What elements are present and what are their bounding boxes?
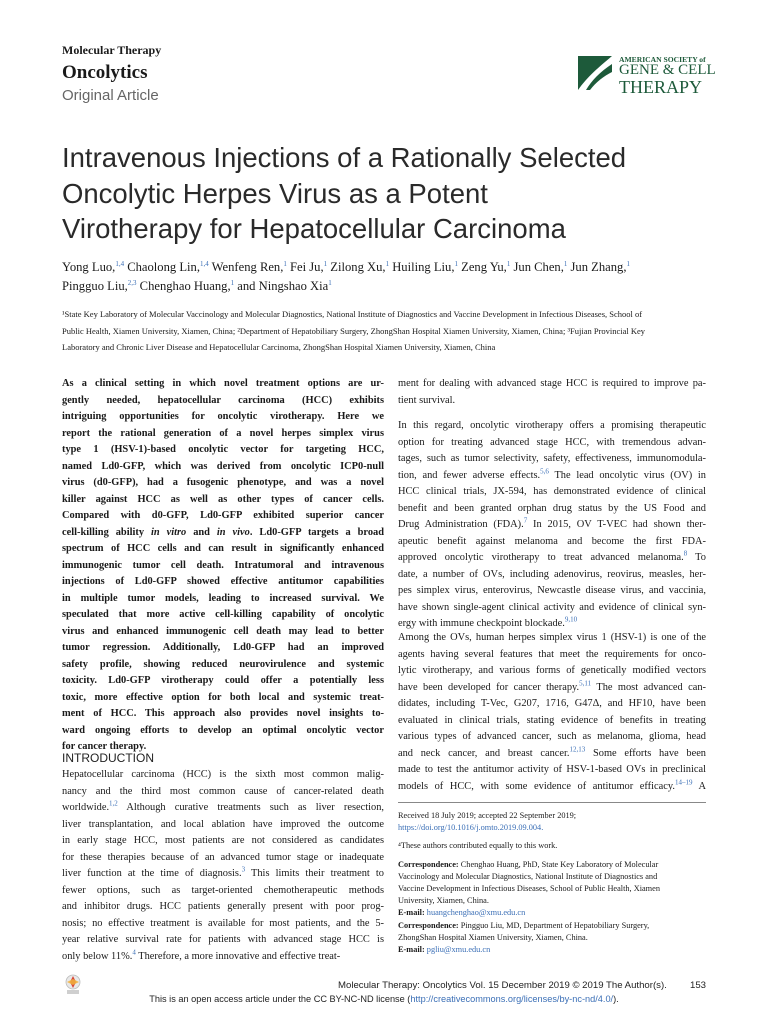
license-link[interactable]: http://creativecommons.org/licenses/by-nc-nd/4.0/ (410, 994, 614, 1004)
citation-mark: 5,6 (540, 467, 549, 476)
text-line (62, 932, 384, 949)
text-line (398, 762, 706, 779)
text-run: liver transplantation, and local ablation have improved the outcome (62, 818, 384, 830)
text-run: benefit and been granted orphan drug status by the US Food and (398, 502, 706, 514)
text-run: Although curative treatments such as liver resection, (117, 802, 384, 813)
text-line (398, 600, 706, 617)
abstract-line: named Ld0-GFP, which was derived from oncolytic ICP0-null (62, 460, 384, 472)
text-run: Among the OVs, human herpes simplex virus 1 (HSV-1) is one of the (398, 632, 706, 643)
author-name: Jun Zhang, (567, 260, 627, 274)
text-run: and neck cancer, and breast cancer. (398, 747, 570, 759)
text-line (398, 583, 706, 600)
text-line (62, 916, 384, 933)
text-line (62, 784, 384, 801)
body-paragraph (398, 630, 706, 795)
text-run: Some efforts have been (585, 747, 706, 759)
correspondence-label: Correspondence: (398, 920, 459, 930)
citation-mark: 1,2 (109, 799, 118, 808)
section-heading-introduction: INTRODUCTION (62, 751, 154, 765)
footer-license (0, 994, 768, 1004)
correspondence-text: Vaccine Development in Infectious Diseases, School of Public Health, Xiamen (398, 884, 660, 894)
text-line (398, 696, 706, 713)
text-line (398, 534, 706, 551)
text-run: for these therapies because of an advanced tumor stage or inadequate (62, 851, 384, 863)
text-line (398, 567, 706, 584)
text-run: To (687, 552, 706, 563)
text-line (398, 435, 706, 452)
author-affiliation-mark: 1 (328, 278, 332, 287)
text-line (62, 883, 384, 900)
email-link[interactable]: pgliu@xmu.edu.cn (424, 945, 491, 955)
author-affiliation-mark: 1,4 (115, 259, 125, 268)
text-line (62, 850, 384, 867)
society-logo-line3: THERAPY (619, 77, 703, 97)
abstract-line: Compared with d0-GFP, Ld0-GFP exhibited superior cancer (62, 510, 384, 521)
text-run: nancy and the third most common cause of cancer-related death (62, 785, 384, 797)
text-run: ergy with immune checkpoint blockade. (398, 618, 565, 629)
text-line (62, 899, 384, 916)
author-name: Zilong Xu, (327, 260, 386, 274)
text-line (398, 376, 706, 393)
citation-mark: 8 (683, 549, 688, 558)
footer-citation (338, 980, 708, 991)
author-name: Pingguo Liu, (62, 278, 128, 293)
text-run: Hepatocellular carcinoma (HCC) is the sixth most common malig- (62, 769, 384, 780)
body-paragraph (398, 418, 706, 633)
text-run: date, a number of OVs, including adenovirus, reovirus, measles, her- (398, 568, 706, 580)
text-run: made to test the antitumor activity of HSV-1-based OVs in preclinical (398, 764, 706, 775)
text-line (62, 817, 384, 834)
text-run: year relative survival rate for patients with advanced stage HCC is (62, 934, 384, 945)
title-line: Virotherapy for Hepatocellular Carcinoma (62, 213, 566, 244)
journal-subtitle: Oncolytics (62, 62, 148, 83)
citation-mark: 3 (241, 865, 246, 874)
text-run: lytic virotherapy, and various forms of genetically modified vectors (398, 665, 706, 676)
author-affiliation-mark: 1 (385, 259, 390, 268)
text-run: worldwide. (62, 802, 110, 813)
text-run: apeutic benefit against melanoma and become the first FDA- (398, 535, 706, 547)
society-logo-mark-icon (578, 56, 612, 90)
text-line (398, 418, 706, 435)
text-line (62, 949, 384, 966)
author-affiliation-mark: 1 (563, 259, 568, 268)
text-run: In this regard, oncolytic virotherapy offers a promising therapeutic (398, 420, 706, 431)
abstract-line: speculated that more active cell-killing capability of oncolytic (62, 609, 384, 620)
abstract (62, 376, 384, 756)
footnote-divider (398, 802, 706, 803)
text-run: in early stage HCC, most patients are not considered as candidates (62, 835, 384, 846)
abstract-line: tumor regression. Additionally, Ld0-GFP had an improved (62, 642, 384, 653)
text-run: models of HCC, with some evidence of antitumor efficacy. (398, 780, 675, 792)
author-line (62, 258, 722, 277)
affiliation-line: ¹State Key Laboratory of Molecular Vaccinology and Molecular Diagnostics, National Institute of Diagnostics and Vaccine Development in Infectious Diseases, School of (62, 309, 643, 319)
abstract-line: in multiple tumor models, leading to increased survival. We (62, 592, 384, 604)
correspondence-text: University, Xiamen, China. (398, 896, 489, 906)
article-title (62, 140, 722, 247)
abstract-line: virus (d0-GFP), had a fusogenic phenotype, and was a novel (62, 477, 384, 488)
society-logo-line2: GENE & CELL (619, 62, 716, 78)
abstract-line: spectrum of HCC cells and can result in significantly enhanced (62, 543, 384, 554)
crossmark-icon[interactable] (64, 974, 82, 996)
text-line (62, 833, 384, 850)
abstract-line: As a clinical setting in which novel treatment options are ur- (62, 378, 384, 389)
correspondence-label: Correspondence: (398, 859, 459, 869)
text-line (62, 767, 384, 784)
text-line (62, 800, 384, 817)
text-run: tion, and fewer adverse effects. (398, 469, 541, 481)
text-line (398, 630, 706, 647)
correspondence-text: ZhongShan Hospital Xiamen University, Xiamen, China. (398, 932, 588, 942)
text-run: ment for dealing with advanced stage HCC is required to improve pa- (398, 378, 706, 389)
text-line (398, 779, 706, 796)
article-notes (398, 810, 706, 956)
citation-mark: 5,11 (579, 679, 592, 688)
text-run: fewer options, such as target-oriented chemotherapeutic methods (62, 884, 384, 896)
text-run: In 2015, OV T-VEC had shown ther- (527, 519, 706, 530)
author-name: Jun Chen, (510, 260, 564, 274)
text-run: nosis; no effective treatment is available for most patients, and the 5- (62, 917, 384, 929)
journal-name: Molecular Therapy (62, 43, 162, 57)
text-run: Therefore, a more innovative and effective treat- (135, 950, 341, 962)
author-affiliation-mark: 1 (506, 259, 511, 268)
text-line (398, 517, 706, 534)
abstract-line: intriguing opportunities for oncolytic virotherapy. Here we (62, 411, 384, 422)
abstract-line: safety profile, showing reduced neurovirulence and systemic (62, 658, 384, 670)
text-line (398, 484, 706, 501)
author-line (62, 277, 722, 296)
text-run: didates, including T-Vec, G207, 1716, G47Δ, and HF10, have been (398, 698, 706, 709)
text-run: A (692, 780, 706, 792)
author-affiliation-mark: 1 (283, 259, 287, 268)
equal-contribution-note: ⁴These authors contributed equally to this work. (398, 841, 558, 851)
text-run: have been developed for cancer therapy. (398, 681, 580, 693)
text-line (398, 663, 706, 680)
text-run: tient survival. (398, 394, 456, 406)
abstract-line: ment of HCC. This approach also provides novel insights to- (62, 708, 384, 719)
license-text-end: ). (613, 994, 619, 1004)
text-run: liver function at the time of diagnosis. (62, 868, 242, 879)
society-logo-line1: AMERICAN SOCIETY of (619, 55, 706, 64)
abstract-line: type 1 (HSV-1)-based oncolytic vector for targeting HCC, (62, 444, 384, 455)
affiliation-line: Laboratory and Chronic Liver Disease and Hepatocellular Carcinoma, ZhongShan Hospital Xiamen University, Xiamen, China (62, 342, 496, 352)
license-text: This is an open access article under the CC BY-NC-ND license ( (149, 994, 411, 1004)
text-line (398, 680, 706, 697)
abstract-line: cell-killing ability in vitro and in vivo. Ld0-GFP targets a broad (62, 526, 385, 538)
text-line (398, 746, 706, 763)
abstract-line: immunogenic tumor cell death. Intratumoral and intravenous (62, 559, 384, 571)
text-run: The lead oncolytic virus (OV) in (548, 469, 706, 481)
text-run: Drug Administration (FDA). (398, 519, 524, 530)
author-name: Chaolong Lin, (124, 260, 200, 274)
email-label: E-mail: (398, 908, 425, 918)
author-name: Chenghao Huang, (136, 278, 231, 293)
citation-mark: 4 (132, 948, 136, 957)
text-run: various types of advanced cancer, such as melanoma, glioma, head (398, 731, 706, 742)
text-line (398, 393, 706, 410)
text-run: The most advanced can- (591, 681, 706, 693)
text-line (398, 550, 706, 567)
author-name: Yong Luo, (62, 260, 116, 274)
text-run: and inhibitor drugs. HCC patients generally present with poor prog- (62, 901, 384, 912)
text-line (398, 729, 706, 746)
citation-mark: 9,10 (564, 615, 578, 624)
author-affiliation-mark: 1 (626, 259, 630, 268)
text-run: agents having several features that meet the requirements for onco- (398, 648, 706, 660)
abstract-line: toxicity. Ld0-GFP virotherapy could offer a potentially less (62, 675, 384, 686)
correspondence-text: Pingguo Liu, MD, Department of Hepatobiliary Surgery, (458, 920, 650, 930)
email-label: E-mail: (398, 945, 425, 955)
affiliation-line: Public Health, Xiamen University, Xiamen, China; ²Department of Hepatobiliary Surgery, ZhongShan Hospital Xiamen University, Xiamen, China; ³Fujian Provincial Key (62, 325, 646, 336)
text-run: pes simplex virus, enterovirus, Newcastle disease virus, and vaccinia, (398, 585, 706, 596)
text-run: option for treating advanced stage HCC, with tremendous advan- (398, 436, 706, 448)
correspondence-text: Chenghao Huang, PhD, State Key Laboratory of Molecular (458, 859, 659, 869)
author-list (62, 258, 722, 295)
article-type: Original Article (62, 87, 159, 104)
author-name: Fei Ju, (286, 260, 324, 274)
text-run: evaluated in clinical trials, stating evidence of benefits in treating (398, 714, 706, 726)
text-run: tages, such as tumor selectivity, safety, effectiveness, immunomodula- (398, 453, 706, 464)
received-dates: Received 18 July 2019; accepted 22 September 2019; (398, 811, 577, 820)
text-run: This limits their treatment to (245, 868, 385, 879)
abstract-line: toxic, more effective option for both local and systemic treat- (62, 691, 384, 703)
citation-mark: 12,13 (569, 745, 586, 754)
author-affiliation-mark: 1 (230, 278, 235, 287)
text-run: approved oncolytic virotherapy to treat advanced melanoma. (398, 552, 684, 563)
abstract-line: killer against HCC as well as other types of cancer cells. (62, 493, 384, 505)
abstract-line: report the rational generation of a novel herpes simplex virus (62, 427, 384, 439)
author-affiliation-mark: 1 (454, 259, 458, 268)
author-name: Huiling Liu, (389, 260, 455, 274)
citation-mark: 7 (523, 516, 528, 525)
author-name: and Ningshao Xia (234, 278, 329, 293)
page-number: 153 (690, 980, 707, 991)
author-name: Wenfeng Ren, (208, 260, 284, 274)
text-run: only below 11%. (62, 950, 133, 962)
abstract-line: ward ongoing efforts to develop an optimal oncolytic vector (62, 724, 384, 736)
author-affiliation-mark: 2,3 (127, 278, 137, 287)
body-paragraph (398, 376, 706, 409)
abstract-line: injections of Ld0-GFP showed effective antitumor capabilities (62, 576, 384, 587)
text-line (398, 451, 706, 468)
text-line (398, 468, 706, 485)
abstract-line: gently needed, hepatocellular carcinoma (HCC) exhibits (62, 394, 384, 406)
intro-paragraph (62, 767, 384, 965)
title-line: Oncolytic Herpes Virus as a Potent (62, 177, 488, 209)
author-name: Zeng Yu, (457, 260, 507, 274)
text-line (398, 647, 706, 664)
text-run: have shown single-agent clinical activity and evidence of clinical syn- (398, 601, 706, 613)
doi-link[interactable]: https://doi.org/10.1016/j.omto.2019.09.004. (398, 823, 544, 833)
abstract-line: virus and enhanced immunogenic cell death may lead to better (62, 625, 384, 637)
author-affiliation-mark: 1 (323, 259, 328, 268)
society-logo[interactable] (578, 55, 716, 97)
correspondence-text: Vaccinology and Molecular Diagnostics, National Institute of Diagnostics and (398, 871, 658, 881)
affiliations (62, 306, 722, 356)
text-run: HCC clinical trials, JX-594, has demonstrated evidence of clinical (398, 486, 706, 497)
citation-text: Molecular Therapy: Oncolytics Vol. 15 December 2019 © 2019 The Author(s). (338, 980, 667, 991)
email-link[interactable]: huangchenghao@xmu.edu.cn (424, 908, 526, 918)
title-line: Intravenous Injections of a Rationally Selected (62, 142, 627, 173)
abstract-line: for cancer therapy. (62, 741, 147, 752)
text-line (398, 501, 706, 518)
citation-mark: 14–19 (674, 778, 693, 787)
text-line (62, 866, 384, 883)
author-affiliation-mark: 1,4 (199, 259, 209, 268)
text-line (398, 713, 706, 730)
